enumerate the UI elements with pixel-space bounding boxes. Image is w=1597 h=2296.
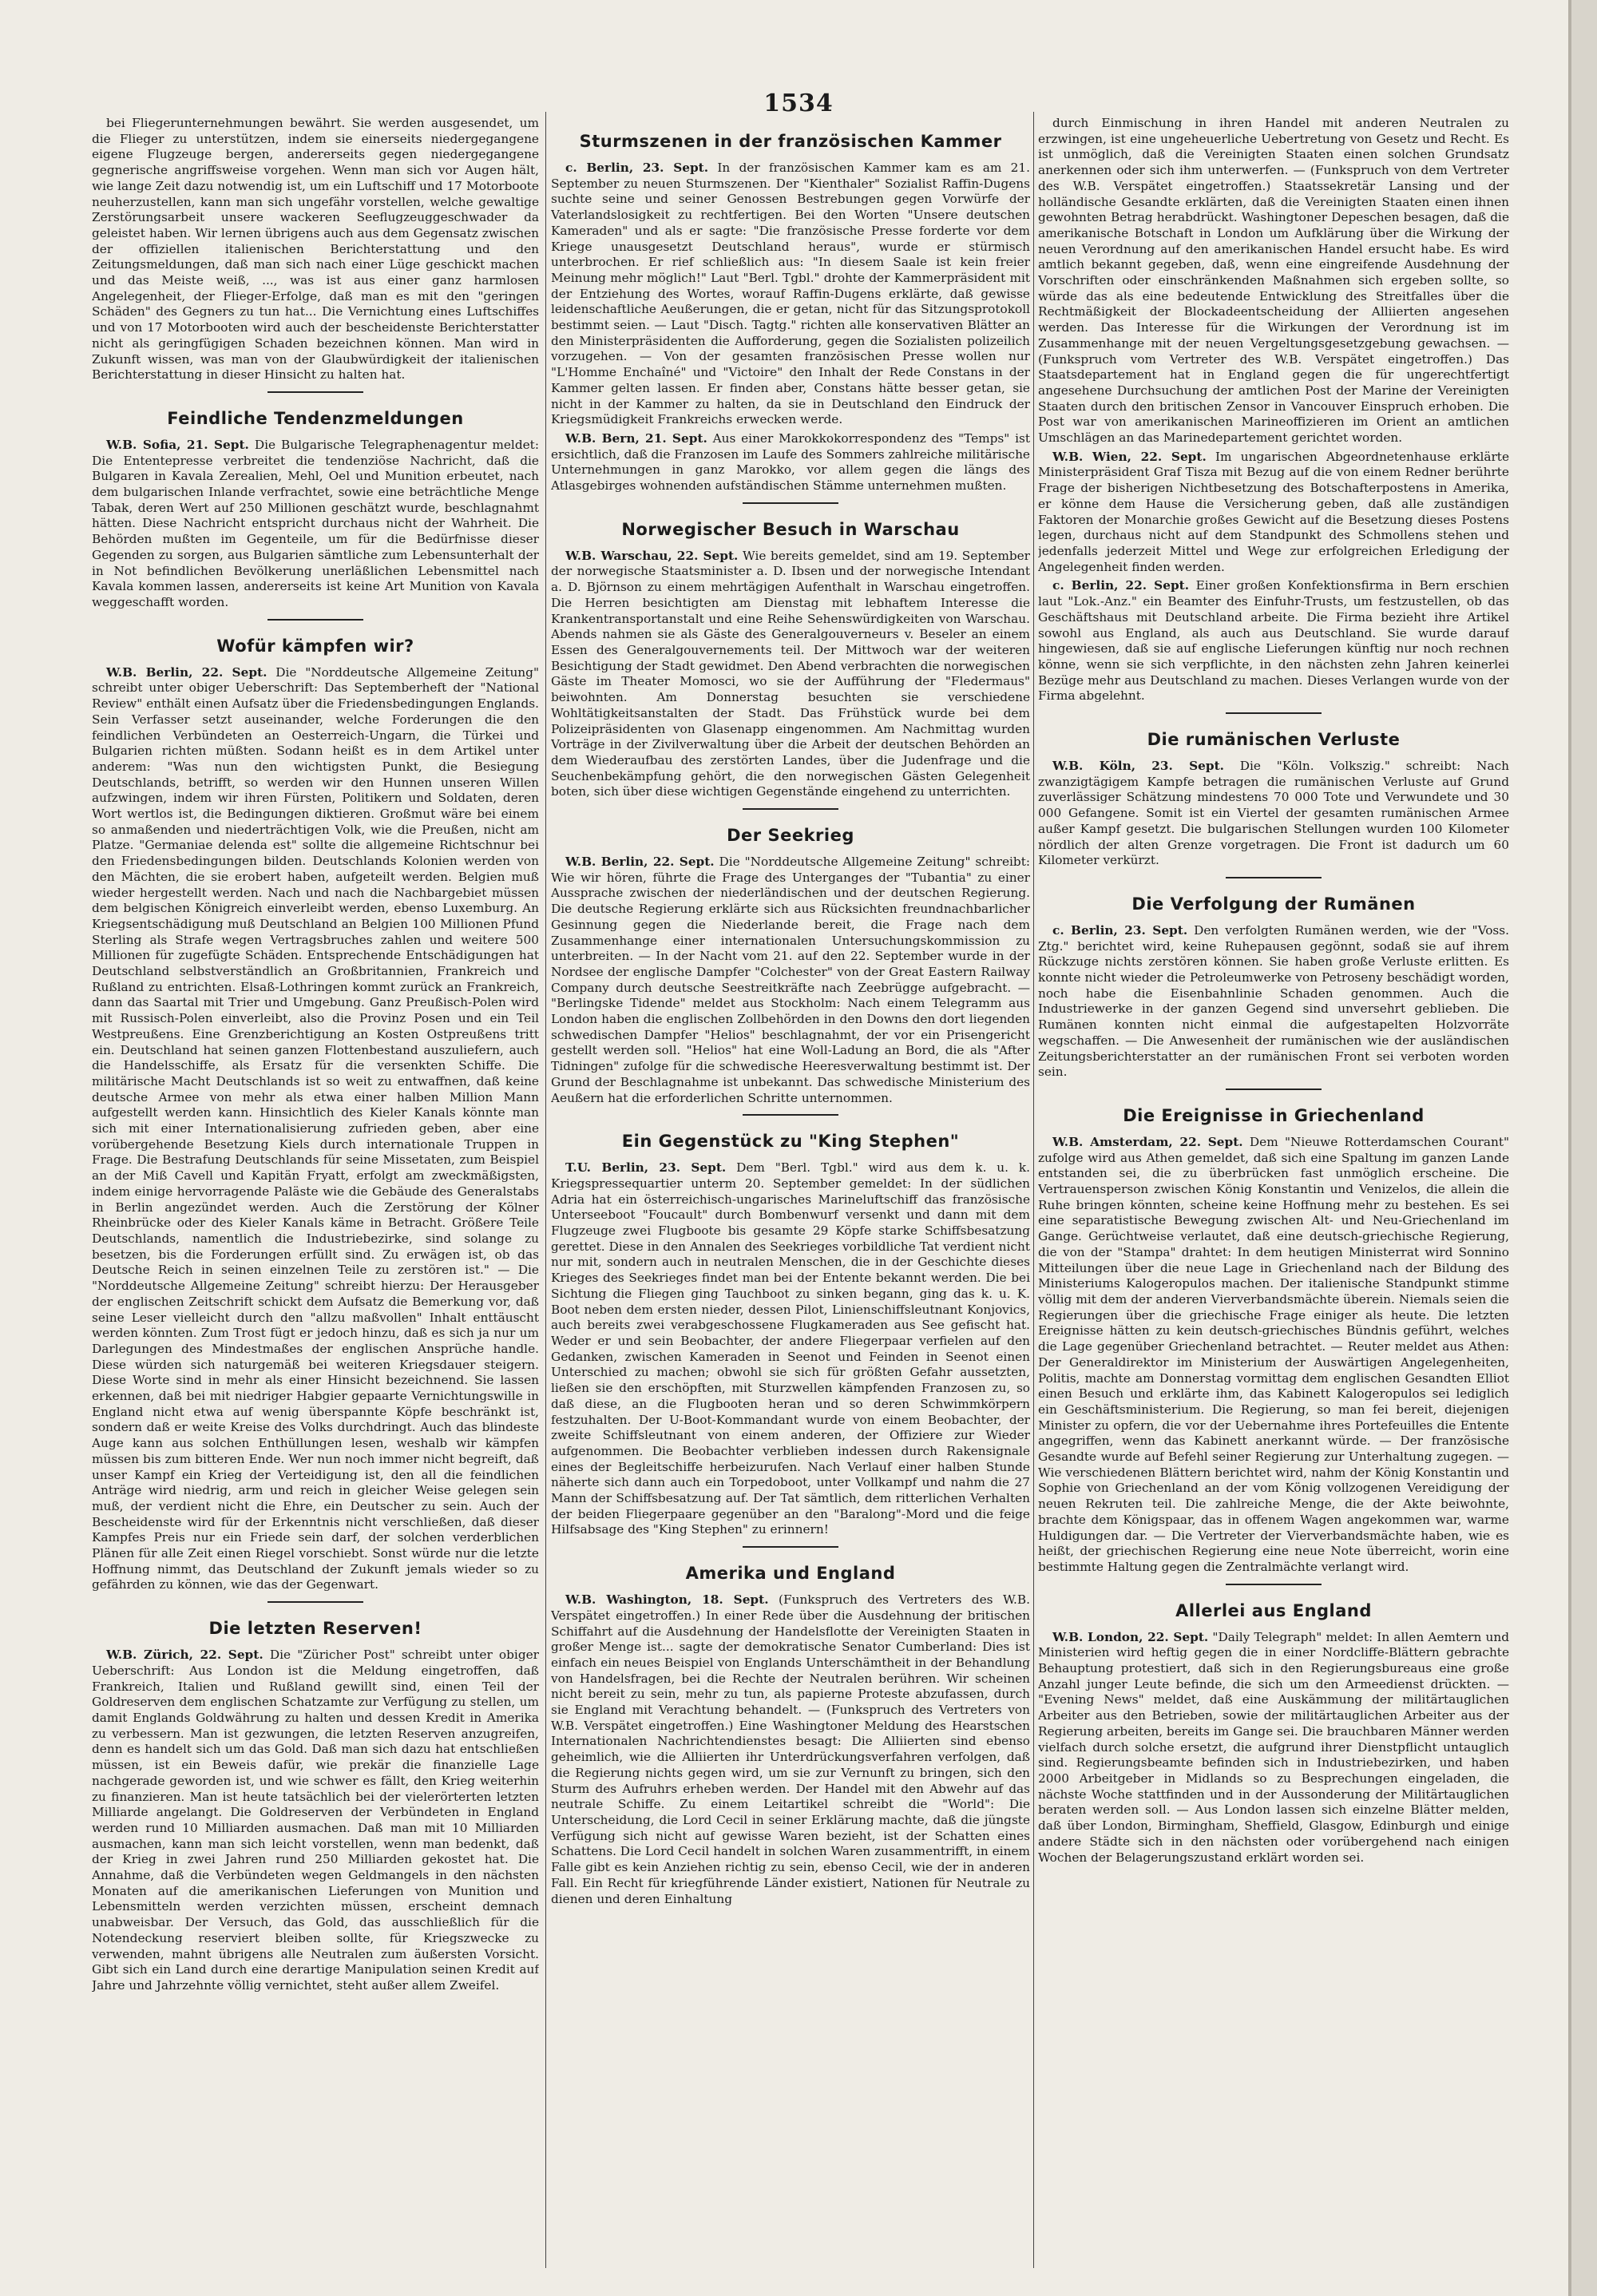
column-1: [92, 116, 539, 2272]
body-text: In der französischen Kammer kam es am 21. September zu neuen Sturmszenen. Der "Kienthaler" Sozialist Raffin-Dugens suchte seine und seiner Genossen Bestrebungen gegen Vorwürfe der Vaterlandslosigkeit zu rechtfertigen. Bei den Worten "Unsere deutschen Kameraden" und als er sagte: "Die französische Presse forderte vor dem Kriege unausgesetzt Deutschland heraus", wurde er stürmisch unterbrochen. Er rief schließlich aus: "In diesem Saale ist kein freier Meinung mehr möglich!" Laut "Berl. Tgbl." drohte der Kammerpräsident mit der Entziehung des Wortes, worauf Raffin-Dugens erklärte, daß gewisse leidenschaftliche Aeußerungen, die er getan, nicht für das Sitzungsprotokoll bestimmt seien. — Laut "Disch. Tagtg." richten alle konservativen Blätter an den Ministerpräsidenten die Aufforderung, gegen die Sozialisten polizeilich vorzugehen. — Von der gesamten französischen Presse wollen nur "L'Homme Enchaîné" und "Victoire" den Inhalt der Rede Constans in der Kammer gelten lassen. Er finden aber, Constans hätte besser getan, sie nicht in der Kammer zu halten, da sie in Deutschland den Eindruck der Kriegsmüdigkeit Frankreichs erwecken werde.: [551, 161, 1030, 427]
article-headline: Ein Gegenstück zu "King Stephen": [621, 1132, 960, 1152]
article-headline: Norwegischer Besuch in Warschau: [621, 519, 960, 539]
article-separator: [1226, 1584, 1322, 1585]
article-paragraph: [551, 549, 1030, 800]
dateline: W.B. Zürich, 22. Sept.: [106, 1648, 264, 1663]
body-text: Dem "Nieuwe Rotterdamschen Courant" zufolge wird aus Athen gemeldet, daß sich eine Spaltung im ganzen Lande entstanden sei, die zu überbrücken fast unmöglich erscheine. Die Vertrauensperson zwischen König Konstantin und Venizelos, die allein die Ruhe bringen könnten, scheine keine Hoffnung mehr zu bestehen. Es sei eine separatistische Bewegung zwischen Alt- und Neu-Griechenland im Gange. Gerüchtweise verlautet, daß eine deutsch-griechische Regierung, die von der "Stampa" drahtet: In dem heutigen Ministerrat wird Sonnino Mitteilungen über die neue Lage in Griechenland nach der Bildung des Ministeriums Kalogeropulos machen. Der italienische Standpunkt stimme völlig mit dem der anderen Vierverbandsmächte überein. Niemals seien die Regierungen über die griechische Frage einiger als heute. Die letzten Ereignisse hätten zu kein deutsch-griechisches Bündnis geführt, welches die Lage gegenüber Griechenland betrachtet. — Reuter meldet aus Athen: Der Generaldirektor im Ministerium der Auswärtigen Angelegenheiten, Politis, machte am Donnerstag vormittag dem englischen Gesandten Elliot einen Besuch und erklärte ihm, das Kabinett Kalogeropulos sei lediglich ein Geschäftsministerium. Die Regierung, so man fei bereit, diejenigen Minister zu opfern, die vor der Uebernahme ihres Portefeuilles die Entente angegriffen, wenn das Kabinett anerkannt würde. — Der französische Gesandte wurde auf Befehl seiner Regierung zur Unterhaltung zugegen. — Wie verschiedenen Blättern berichtet wird, nahm der König Konstantin und Sophie von Griechenland an der vom König vollzogenen Vereidigung der neuen Rekruten teil. Die zahlreiche Menge, die der Akte beiwohnte, brachte dem Königspaar, das in offenem Wagen angekommen war, warme Huldigungen dar. — Die Vertreter der Vierverbandsmächte haben, wie es heißt, der griechischen Regierung eine neue Note überreicht, worin eine bestimmte Haltung gegen die Zentralmächte verlangt wird.: [1038, 1134, 1509, 1574]
article-headline: Der Seekrieg: [727, 826, 854, 846]
article: [92, 1619, 539, 1993]
page-edge: [1571, 0, 1597, 2296]
article: [1038, 894, 1509, 1081]
body-text: Die "Züricher Post" schreibt unter obiger Ueberschrift: Aus London ist die Meldung eingetroffen, daß Frankreich, Italien und Rußland gewillt sind, einen Teil der Goldreserven dem englischen Schatzamte zur Verfügung zu stellen, um damit Englands Goldwährung zu halten und dessen Kredit in Amerika zu verbessern. Man ist gezwungen, die letzten Reserven anzugreifen, denn es handelt sich um das Gold. Daß man sich dazu hat entschließen müssen, ist ein Beweis dafür, wie prekär die finanzielle Lage nachgerade geworden ist, und wie schwer es fällt, den Krieg weiterhin zu finanzieren. Man ist heute tatsächlich bei der vielerörterten letzten Milliarde angelangt. Die Goldreserven der Verbündeten in England werden rund 10 Milliarden ausmachen. Daß man mit 10 Milliarden ausmachen, kann man sich leicht vorstellen, wenn man bedenkt, daß der Krieg in zwei Jahren rund 250 Milliarden gekostet hat. Die Annahme, daß die Verbündeten wegen Geldmangels in den nächsten Monaten auf die amerikanischen Lieferungen von Munition und Lebensmitteln werden verzichten müssen, erscheint demnach unabweisbar. Der Versuch, das Gold, das ausschließlich für die Notendeckung reserviert bleiben sollte, für Kriegszwecke zu verwenden, mahnt übrigens alle Neutralen zum äußersten Vorsicht. Gibt sich ein Land durch eine derartige Manipulation seinen Kredit auf Jahre und Jahrzehnte völlig vernichtet, steht außer allem Zweifel.: [92, 1648, 539, 1993]
body-text: Wie bereits gemeldet, sind am 19. September der norwegische Staatsminister a. D. Ibsen und der norwegische Intendant a. D. Björnson zu einem mehrtägigen Aufenthalt in Warschau eingetroffen. Die Herren besichtigten am Dienstag mit lebhaftem Interesse die Krankentransportanstalt und eine Reihe Sehenswürdigkeiten von Warschau. Abends nahmen sie als Gäste des Generalgouverneurs v. Beseler an einem Essen des Generalgouvernements teil. Der Mittwoch war der weiteren Besichtigung der Stadt gewidmet. Den Abend verbrachten die norwegischen Gäste im Theater Momosci, wo sie der Aufführung der "Fledermaus" beiwohnten. Am Donnerstag besuchten sie verschiedene Wohltätigkeitsanstalten der Stadt. Das Frühstück wurde bei dem Polizeipräsidenten von Glasenapp eingenommen. Am Nachmittag wurden Vorträge in der Zivilverwaltung über die Arbeit der deutschen Behörden an dem Wiederaufbau des zerstörten Landes, über die Judenfrage und die Seuchenbekämpfung gehört, die den norwegischen Gästen Gelegenheit boten, sich über diese wichtigen Gegenstände eingehend zu unterrichten.: [551, 548, 1030, 799]
dateline: W.B. Berlin, 22. Sept.: [106, 664, 267, 680]
body-text: bei Fliegerunternehmungen bewährt. Sie werden ausgesendet, um die Flieger zu unterstützen, indem sie einerseits niedergegangene eigene Flugzeuge bergen, andererseits gegen niedergegangene gegnerische angriffsweise vorgehen. Wenn man sich vor Augen hält, wie lange Zeit dazu notwendig ist, um ein Luftschiff und 17 Motorboote neuherzustellen, kann man sich ungefähr vorstellen, welche gewaltige Zerstörungsarbeit unsere wackeren Seeflugzeuggeschwader da geleistet haben. Wir lernen übrigens auch aus dem Gegensatz zwischen der offiziellen italienischen Berichterstattung und den Zeitungsmeldungen, daß man sich nach einer Lüge geschickt machen und das Meiste weiß, ..., was ist aus einer ganz harmlosen Angelegenheit, der Flieger-Erfolge, daß man es mit den "geringen Schäden" des Gegners zu tun hat... Die Vernichtung eines Luftschiffes und von 17 Motorbooten wird auch der bescheidenste Berichterstatter nicht als geringfügigen Schaden bezeichnen können. Man wird in Zukunft wissen, was man von der Glaubwürdigkeit der italienischen Berichterstattung in dieser Hinsicht zu halten hat.: [92, 116, 539, 383]
article: [551, 132, 1030, 494]
article-paragraph: [1038, 450, 1509, 576]
article-paragraph: [551, 1592, 1030, 1907]
article-headline: Die Verfolgung der Rumänen: [1131, 894, 1416, 914]
dateline: W.B. Amsterdam, 22. Sept.: [1052, 1134, 1243, 1149]
article: [1038, 116, 1509, 704]
article: [551, 520, 1030, 800]
body-text: Einer großen Konfektionsfirma in Bern erschien laut "Lok.-Anz." ein Beamter des Einfuhr-Trusts, um festzustellen, ob das Geschäftshaus mit Deutschland arbeite. Die Firma bezieht ihre Artikel sowohl aus England, als auch aus Deutschland. Sie wurde darauf hingewiesen, daß sie auf englische Lieferungen künftig nur noch rechnen könne, wenn sie sich verpflichte, in den nächsten zehn Jahren keinerlei Bezüge mehr aus Deutschland zu machen. Dieses Verlangen wurde von der Firma abgelehnt.: [1038, 578, 1509, 704]
article: [1038, 1106, 1509, 1576]
dateline: c. Berlin, 23. Sept.: [565, 161, 709, 175]
dateline: T.U. Berlin, 23. Sept.: [565, 1160, 727, 1176]
dateline: c. Berlin, 23. Sept.: [1052, 922, 1188, 938]
article-separator: [1226, 712, 1322, 714]
article-paragraph: [551, 855, 1030, 1106]
dateline: W.B. Berlin, 22. Sept.: [565, 855, 715, 870]
article-headline: Die Ereignisse in Griechenland: [1123, 1105, 1425, 1125]
article: [92, 116, 539, 383]
article-separator: [743, 502, 838, 504]
body-text: Die "Köln. Volkszig." schreibt: Nach zwanzigtägigem Kampfe betragen die rumänischen Verluste auf Grund zuverlässiger Schätzung mindestens 70 000 Tote und Verwundete und 30 000 Gefangene. Somit ist ein Viertel der gesamten rumänischen Armee außer Kampf gesetzt. Die bulgarischen Stellungen wurden 100 Kilometer nördlich der alten Grenze vorgetragen. Die Front ist dadurch um 60 Kilometer verkürzt.: [1038, 759, 1509, 868]
article: [92, 409, 539, 611]
dateline: W.B. Wien, 22. Sept.: [1052, 449, 1207, 464]
article: [1038, 730, 1509, 869]
column-2: [551, 116, 1030, 2272]
column-rule: [1033, 112, 1034, 2268]
dateline: W.B. London, 22. Sept.: [1052, 1629, 1209, 1644]
article: [92, 636, 539, 1593]
body-text: Den verfolgten Rumänen werden, wie der "Voss. Ztg." berichtet wird, keine Ruhepausen gegönnt, sodaß sie auf ihrem Rückzuge nichts zerstören können. Sie haben große Verluste erlitten. Es konnte nicht wieder die Petroleumwerke von Petroseny beschädigt worden, noch habe die Eisenbahnlinie Schaden genommen. Auch die Industriewerke in der ganzen Gegend sind unversehrt geblieben. Die Rumänen konnten nicht einmal die aufgestapelten Holzvorräte wegschaffen. — Die Anwesenheit der rumänischen wie der ausländischen Zeitungsberichterstatter an der rumänischen Front sei verboten worden sein.: [1038, 922, 1509, 1080]
article-paragraph: [1038, 578, 1509, 704]
article-headline: Amerika und England: [685, 1564, 896, 1584]
article-paragraph: [1038, 116, 1509, 446]
body-text: Die Bulgarische Telegraphenagentur meldet: Die Ententepresse verbreitet die tendenziöse Nachricht, daß die Bulgaren in Kavala Zerealien, Mehl, Oel und Munition erbeutet, nach dem bulgarischen Inlande verfrachtet, sowie eine beträchtliche Menge Tabak, deren Wert auf 250 Millionen geschätzt wurde, beschlagnahmt hätten. Diese Nachricht entspricht durchaus nicht der Wahrheit. Die Behörden mußten im Gegenteile, um für die Bedürfnisse dieser Gegenden zu sorgen, aus Bulgarien sämtliche zum Lebensunterhalt der in Not befindlichen Bevölkerung unerläßlichen Lebensmittel nach Kavala kommen lassen, andererseits ist keine Art Munition von Kavala weggeschafft worden.: [92, 437, 539, 609]
article-separator: [1226, 1089, 1322, 1090]
article-headline: Sturmszenen in der französischen Kammer: [579, 132, 1002, 151]
article-paragraph: [92, 116, 539, 383]
article: [551, 1564, 1030, 1907]
article-separator: [743, 808, 838, 810]
article: [1038, 1601, 1509, 1866]
article: [551, 826, 1030, 1106]
body-text: (Funkspruch des Vertreters des W.B. Verspätet eingetroffen.) In einer Rede über die Ausdehnung der britischen Schiffahrt auf die Ausdehnung der Handelsflotte der Vereinigten Staaten in großer Menge ist... sagte der demokratische Senator Cumberland: Dies ist einfach ein neues Beispiel von Englands Unterschämtheit in der Behandlung von Handelsfragen, bei die Rechte der Neutralen berühren. Wir scheinen nicht bereit zu sein, mehr zu tun, als papierne Proteste abzufassen, durch sie England mit Verachtung behandelt. — (Funkspruch des Vertreters von W.B. Verspätet eingetroffen.) Eine Washingtoner Meldung des Hearstschen Internationalen Nachrichtendienstes besagt: Die Alliierten sind ebenso geheimlich, wie die Alliierten ihr Unterdrückungsverfahren verfolgen, daß die Regierung nichts gegen wird, um sie zur Vernunft zu bringen, sich den Sturm des Aufruhrs erheben werden. Der Handel mit den Abwehr auf das neutrale Schiffe. Zu einem Leitartikel schreibt die "World": Die Unterscheidung, die Lord Cecil in seiner Erklärung machte, daß die jüngste Verfügung sich nicht auf gewisse Waren bezieht, ist der Schatten eines Schattens. Die Lord Cecil handelt in solchen Waren zusammentrifft, in einem Falle gibt es kein Anziehen richtig zu sein, ebenso Cecil, wie der in anderen Fall. Ein Recht für kriegführende Länder existiert, Nationen für Neutrale zu dienen und deren Einhaltung: [551, 1592, 1030, 1906]
article-paragraph: [92, 665, 539, 1593]
article-headline: Die letzten Reserven!: [208, 1619, 422, 1639]
article-separator: [267, 619, 363, 621]
article-paragraph: [1038, 1630, 1509, 1866]
article-paragraph: [92, 1648, 539, 1993]
article-paragraph: [551, 161, 1030, 428]
article-headline: Feindliche Tendenzmeldungen: [167, 408, 464, 428]
body-text: "Daily Telegraph" meldet: In allen Aemtern und Ministerien wird heftig gegen die in einer Nordcliffe-Blättern gebrachte Behauptung protestiert, daß sich in den Regierungsbureaus eine große Anzahl junger Leute befinde, die sich um den Armeedienst drückten. — "Evening News" meldet, daß eine Auskämmung der militärtauglichen Arbeiter aus den Betrieben, sowie der militärtauglichen Arbeiter aus der Regierung arbeiten, bereits im Gange sei. Die brauchbaren Männer werden vielfach durch solche ersetzt, die aufgrund ihrer Dienstpflicht untauglich sind. Regierungsbeamte befinden sich in Industriebezirken, und haben 2000 Arbeitgeber in Midlands so zu Besprechungen eingeladen, die nächste Woche stattfinden und in der Aussonderung der Militärtauglichen beraten werden soll. — Aus London lassen sich einzelne Blätter melden, daß über London, Birmingham, Sheffield, Glasgow, Edinburgh und einige andere Städte sich in den nächsten oder vorübergehend nach einigen Wochen der Belagerungszustand erklärt worden sei.: [1038, 1629, 1509, 1865]
article-paragraph: [551, 1160, 1030, 1538]
article-paragraph: [1038, 1135, 1509, 1576]
article-paragraph: [1038, 759, 1509, 869]
body-text: durch Einmischung in ihren Handel mit anderen Neutralen zu erzwingen, ist eine ungeheuerliche Uebertretung von Gesetz und Recht. Es ist unmöglich, daß die Vereinigten Staaten einen solchen Grundsatz anerkennen oder sich ihm unterwerfen. — (Funkspruch von dem Vertreter des W.B. Verspätet eingetroffen.) Staatssekretär Lansing und der holländische Gesandte erklärten, daß die Vereinigten Staaten einen ihnen gewohnten Betrag herabdrückt. Washingtoner Depeschen besagen, daß die amerikanische Botschaft in London um Aufklärung über die Wirkung der neuen Verordnung auf den amerikanischen Handel ersucht habe. Es wird amtlich bekannt gegeben, daß, wenn eine eingreifende Ausdehnung der Vorschriften oder einschränkenden Maßnahmen sich ergeben sollte, so würde das als eine bedeutende Entwicklung des Streitfalles über die Rechtmäßigkeit der Blockadeentscheidung der Alliierten angesehen werden. Das Interesse für die Wirkungen der Verordnung ist im Zusammenhange mit der neuen Vergeltungsgesetzgebung gewachsen. — (Funkspruch vom Vertreter des W.B. Verspätet eingetroffen.) Das Staatsdepartement hat in England gegen die für ungerechtfertigt angesehene Durchsuchung der amtlichen Post der Marine der Vereinigten Staaten durch den britischen Zensor in Vancouver Einspruch erhoben. Die Post war von amerikanischen Marineoffizieren im Orient an amtlichen Umschlägen an das Marinedepartement gerichtet worden.: [1038, 116, 1509, 446]
dateline: W.B. Bern, 21. Sept.: [565, 430, 707, 446]
article-headline: Die rumänischen Verluste: [1147, 730, 1401, 750]
article-paragraph: [92, 438, 539, 611]
dateline: W.B. Washington, 18. Sept.: [565, 1592, 769, 1608]
article-separator: [743, 1114, 838, 1116]
article-separator: [267, 1601, 363, 1603]
article: [551, 1132, 1030, 1538]
article-headline: Allerlei aus England: [1175, 1600, 1372, 1620]
article-headline: Wofür kämpfen wir?: [216, 636, 414, 656]
column-rule: [545, 112, 546, 2268]
article-separator: [743, 1546, 838, 1548]
body-text: Die "Norddeutsche Allgemeine Zeitung" schreibt unter obiger Ueberschrift: Das Septemberheft der "National Review" enthält einen Aufsatz über die Friedensbedingungen Englands. Sein Verfasser setzt auseinander, welche Forderungen die den feindlichen Verbündeten an Oesterreich-Ungarn, die Türkei und Bulgarien richten müßten. Sodann heißt es in dem Artikel unter anderem: "Was nun den wichtigsten Punkt, die Besiegung Deutschlands, betrifft, so werden wir den Hunnen unseren Willen aufzwingen, indem wir ihren Fürsten, Politikern und Soldaten, deren Wort wertlos ist, die Bedingungen diktieren. Großmut wäre bei einem so anmaßenden und niederträchtigen Volk, wie die Preußen, nicht am Platze. "Germaniae delenda est" sollte die allgemeine Richtschnur bei den Friedensbedingungen bilden. Deutschlands Kolonien werden von den Mächten, die sie erobert haben, aufgeteilt werden. Belgien muß wieder hergestellt werden. Nach und nach die Nachbargebiet müssen dem belgischen Königreich einverleibt werden, ebenso Luxemburg. An Kriegsentschädigung muß Deutschland an Belgien 100 Millionen Pfund Sterling als Strafe wegen Vertragsbruches zahlen und weitere 500 Millionen für zugefügte Schäden. Entsprechende Entschädigungen hat Deutschland selbstverständlich an Großbritannien, Frankreich und Rußland zu entrichten. Elsaß-Lothringen kommt zurück an Frankreich, dann das Saartal mit Trier und Umgebung. Ganz Preußisch-Polen wird mit Russisch-Polen einverleibt, also die Provinz Posen und ein Teil Westpreußens. Eine Grenzberichtigung an Kosten Ostpreußens tritt ein. Deutschland hat seinen ganzen Flottenbestand auszuliefern, auch die Handelsschiffe, als Ersatz für die versenkten Schiffe. Die militärische Macht Deutschlands ist so weit zu entwaffnen, daß keine deutsche Armee von mehr als etwa einer halben Million Mann aufgestellt werden kann. Hinsichtlich des Kieler Kanals könnte man sich mit einer Internationalisierung zufrieden geben, aber eine vorübergehende Besetzung Kiels durch internationale Truppen in Frage. Die Bestrafung Deutschlands für seine Missetaten, zum Beispiel an der Miß Cavell und Kapitän Fryatt, erfolgt am zweckmäßigsten, indem einige hervorragende Paläste wie die Gebäude des Generalstabs in Berlin angezündet werden. Auch die Zerstörung der Kölner Rheinbrücke oder des Kieler Kanals käme in Betracht. Größere Teile Deutschlands, namentlich die Industriebezirke, sind solange zu besetzen, bis die Forderungen erfüllt sind. Zu erwägen ist, ob das Deutsche Reich in seinen einzelnen Teile zu zerstören ist." — Die "Norddeutsche Allgemeine Zeitung" schreibt hierzu: Der Herausgeber der englischen Zeitschrift schickt dem Aufsatz die Bemerkung vor, daß seine Leser vielleicht durch den "allzu maßvollen" Inhalt enttäuscht werden könnten. Zum Trost fügt er jedoch hinzu, daß es sich ja nur um Darlegungen des Mindestmaßes der englischen Ansprüche handle. Diese würden sich naturgemäß bei weiteren Kriegsdauer steigern. Diese Worte sind in mehr als einer Hinsicht bezeichnend. Sie lassen erkennen, daß bei mit niedriger Habgier gepaarte Vernichtungswille in England nicht etwa auf wenig überspannte Köpfe beschränkt ist, sondern daß er weite Kreise des Volks durchdringt. Auch das blindeste Auge kann aus solchen Enthüllungen lesen, weshalb wir kämpfen müssen bis zum bitteren Ende. Wer nun noch immer nicht begreift, daß unser Kampf ein Krieg der Verteidigung ist, den all die feindlichen Anträge wird niedrig, arm und reich in gleicher Weise gelegen sein muß, der verdient nicht die Ehre, ein Deutscher zu sein. Auch der Bescheidenste wird für der Erkenntnis nicht verschließen, daß dieser Kampfes Preis nur ein Friede sein darf, der solchen verderblichen Plänen für alle Zeit einen Riegel vorschiebt. Sonst würde nur die letzte Hoffnung nimmt, das Deutschland der Zukunft jemals wieder so zu gefährden zu können, wie das der Gegenwart.: [92, 664, 539, 1592]
body-text: Die "Norddeutsche Allgemeine Zeitung" schreibt: Wie wir hören, führte die Frage des Unterganges der "Tubantia" zu einer Aussprache zwischen der niederländischen und der deutschen Regierung. Die deutsche Regierung erklärte sich aus Rücksichten freundnachbarlicher Gesinnung gegen die Niederlande bereit, die Frage nach dem Zusammenhange einer internationalen Untersuchungskommission zu unterbreiten. — In der Nacht vom 21. auf den 22. September wurde in der Nordsee der englische Dampfer "Colchester" von der Great Eastern Railway Company durch deutsche Seestreitkräfte nach Zeebrügge aufgebracht. — "Berlingske Tidende" meldet aus Stockholm: Nach einem Telegramm aus London haben die englischen Zollbehörden in den Downs den dort liegenden schwedischen Dampfer "Helios" beschlagnahmt, der vor ein Prisengericht gestellt werden soll. "Helios" hat eine Woll-Ladung an Bord, die als "After Tidningen" zufolge für die schwedische Heeresverwaltung bestimmt ist. Der Grund der Beschlagnahme ist unbekannt. Das schwedische Ministerium des Aeußern hat die erforderlichen Schritte unternommen.: [551, 855, 1030, 1105]
dateline: W.B. Warschau, 22. Sept.: [565, 548, 739, 563]
body-text: Dem "Berl. Tgbl." wird aus dem k. u. k. Kriegspressequartier unterm 20. September gemeldet: In der südlichen Adria hat ein österreichisch-ungarisches Marineluftschiff das französische Unterseeboot "Foucault" durch Bombenwurf versenkt und dann mit dem Flugzeuge zwei Flugboote bis gesamte 29 Köpfe starke Schiffsbesatzung gerettet. Diese in den Annalen des Seekrieges vorbildliche Tat verdient nicht nur mit, sondern auch in neutralen Menschen, die in der Geschichte dieses Krieges des Seekrieges findet man bei der Entente bekannt werden. Die bei Sichtung die Fliegen ging Tauchboot zu sinken begann, ging das k. u. K. Boot neben dem ersten nieder, dessen Pilot, Linienschiffsleutnant Konjovics, auch bereits zwei verabgeschossene Flugkameraden aus See gefischt hat. Weder er und sein Beobachter, der andere Fliegerpaar verfielen auf den Gedanken, zwischen Kameraden in Seenot und Feinden in Seenot einen Unterschied zu machen; obwohl sie sich für größten Gefahr aussetzten, ließen sie den erschöpften, mit Sturzwellen kämpfenden Franzosen zu, so daß diese, an die Flugbooten heran und so deren Schwimmkörpern festzuhalten. Der U-Boot-Kommandant wurde von einem Beobachter, der zweite Schiffsleutnant von einem anderen, der Offiziere zur Wieder aufgenommen. Die Beobachter verblieben indessen durch Rakensignale eines der Begleitschiffe herbeizurufen. Nach Verlauf einer halben Stunde näherte sich dann auch ein Torpedoboot, unter Vollkampf und nahm die 27 Mann der Schiffsbesatzung auf. Der Tat sämtlich, dem ritterlichen Verhalten der beiden Fliegerpaare gegenüber an den "Baralong"-Mord und die feige Hilfsabsage des "King Stephen" zu erinnern!: [551, 1160, 1030, 1537]
page-number: 1534: [763, 89, 834, 117]
body-text: Aus einer Marokkokorrespondenz des "Temps" ist ersichtlich, daß die Franzosen im Laufe des Sommers zahlreiche militärische Unternehmungen in ganz Marokko, vor allem gegen die längs des Atlasgebirges wohnenden aufständischen Stämme unternehmen mußten.: [551, 430, 1030, 494]
dateline: W.B. Sofia, 21. Sept.: [106, 437, 249, 452]
article-paragraph: [551, 431, 1030, 494]
dateline: W.B. Köln, 23. Sept.: [1052, 759, 1224, 774]
article-separator: [1226, 877, 1322, 878]
body-text: Im ungarischen Abgeordnetenhause erklärte Ministerpräsident Graf Tisza mit Bezug auf die von einem Redner berührte Frage der bisherigen Nichtbesetzung des Botschafterpostens in Amerika, er könne dem Hause die Versicherung geben, daß alle zuständigen Faktoren der Monarchie großes Gewicht auf die Besetzung dieses Postens legen, durchaus nicht auf dem Standpunkt des Schmollens stehen und jedenfalls jederzeit Mittel und Wege zur erfolgreichen Erledigung der Angelegenheit finden werden.: [1038, 449, 1509, 574]
dateline: c. Berlin, 22. Sept.: [1052, 578, 1190, 593]
column-3: [1038, 116, 1509, 2272]
article-separator: [267, 391, 363, 393]
article-paragraph: [1038, 923, 1509, 1081]
